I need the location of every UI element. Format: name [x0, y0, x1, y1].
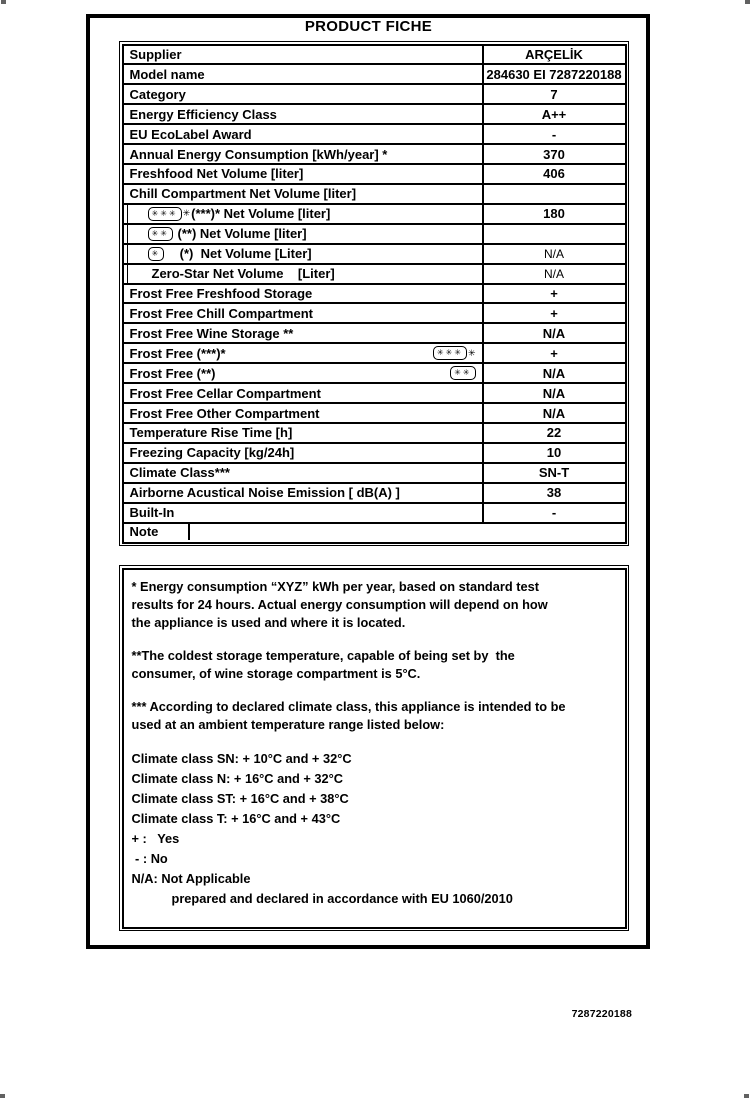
table-row	[124, 205, 625, 225]
footnote-line: - : No	[131, 850, 168, 866]
row-label	[124, 384, 484, 402]
row-label	[124, 225, 484, 243]
table-row	[124, 125, 625, 145]
note-label: Note	[124, 524, 190, 540]
row-label-text: Zero-Star Net Volume [Liter]	[151, 266, 335, 282]
row-value: N/A	[542, 405, 566, 421]
table-row	[124, 185, 625, 205]
row-label-text: Frost Free (**)	[129, 365, 216, 381]
row-label	[124, 145, 484, 163]
table-row	[124, 145, 625, 165]
note-row	[124, 524, 625, 542]
row-value: 22	[546, 425, 562, 441]
footnote-paragraph	[132, 698, 617, 734]
row-label	[124, 324, 484, 342]
freezer-star-rating-icon: ✳✳✳	[148, 207, 182, 221]
row-label-text: (***)* Net Volume [liter]	[191, 206, 331, 222]
row-value: N/A	[543, 266, 564, 281]
row-value: A++	[541, 106, 567, 122]
row-label-text: Energy Efficiency Class	[129, 106, 277, 122]
table-row	[124, 105, 625, 125]
table-row	[124, 444, 625, 464]
table-row	[124, 225, 625, 245]
row-label-text: Category	[129, 86, 186, 102]
corner-mark	[0, 1094, 5, 1098]
row-label	[124, 125, 484, 143]
table-row	[124, 165, 625, 185]
row-label-text: Airborne Acustical Noise Emission [ dB(A) ]	[129, 485, 400, 501]
row-value: -	[551, 126, 557, 142]
table-row	[124, 85, 625, 105]
row-value: N/A	[542, 325, 566, 341]
footnote-line: used at an ambient temperature range listed below:	[131, 716, 445, 732]
row-label-text: Model name	[129, 66, 205, 82]
row-label	[124, 504, 484, 522]
footnote-line: results for 24 hours. Actual energy consumption will depend on how	[131, 596, 548, 612]
freezer-star-rating-icon: ✳	[148, 247, 165, 261]
table-row	[124, 384, 625, 404]
footnote-line: Climate class SN: + 10°C and + 32°C	[131, 750, 352, 766]
row-label-text: (**) Net Volume [liter]	[173, 226, 307, 242]
star-icon: ✳	[467, 347, 476, 358]
footnote-line: *** According to declared climate class, this appliance is intended to be	[131, 698, 566, 714]
row-label	[124, 304, 484, 322]
row-label-text: Frost Free Wine Storage **	[129, 325, 294, 341]
row-label	[124, 285, 484, 303]
footnote-line: + : Yes	[131, 830, 180, 846]
corner-mark	[1, 0, 6, 4]
corner-mark	[745, 0, 750, 4]
footnotes-box	[119, 565, 629, 931]
table-row	[124, 424, 625, 444]
row-label-text: Built-In	[129, 505, 175, 521]
footer-document-code: 7287220188	[571, 1008, 632, 1020]
table-row	[124, 344, 625, 364]
table-row	[124, 65, 625, 85]
row-label-text: Freezing Capacity [kg/24h]	[129, 445, 295, 461]
row-label	[124, 404, 484, 422]
footnote-paragraph	[132, 578, 617, 632]
row-label-text: Temperature Rise Time [h]	[129, 425, 293, 441]
page-title: PRODUCT FICHE	[304, 18, 433, 35]
row-value: N/A	[543, 246, 564, 261]
footnote-line: **The coldest storage temperature, capable of being set by the	[131, 647, 515, 663]
row-label-text: Freshfood Net Volume [liter]	[129, 166, 304, 182]
freezer-star-rating-icon: ✳✳	[450, 366, 476, 380]
footnote-line: Climate class N: + 16°C and + 32°C	[131, 770, 344, 786]
row-label	[124, 85, 484, 103]
row-label	[124, 65, 484, 83]
row-label	[124, 245, 484, 263]
row-value: SN-T	[538, 465, 570, 481]
row-label	[124, 105, 484, 123]
table-row	[124, 464, 625, 484]
row-label-text: EU EcoLabel Award	[129, 126, 252, 142]
row-value	[484, 225, 625, 243]
row-value: -	[551, 505, 557, 521]
table-row	[124, 265, 625, 285]
row-label	[124, 165, 484, 183]
row-label	[124, 464, 484, 482]
table-row	[124, 504, 625, 524]
row-label-text: Supplier	[129, 46, 182, 62]
row-label	[124, 484, 484, 502]
freezer-star-rating-icon: ✳✳✳ ✳	[433, 346, 477, 360]
footnote-line: * Energy consumption “XYZ” kWh per year, based on standard test	[131, 578, 539, 594]
row-label-text: Frost Free Other Compartment	[129, 405, 320, 421]
spec-table	[119, 41, 629, 546]
table-row	[124, 404, 625, 424]
footnotes-content	[124, 570, 625, 909]
row-value: N/A	[542, 385, 566, 401]
row-label	[124, 444, 484, 462]
row-label	[124, 424, 484, 442]
row-value: 284630 EI 7287220188	[486, 66, 622, 82]
footnote-line: Climate class T: + 16°C and + 43°C	[131, 810, 341, 826]
row-value	[484, 185, 625, 203]
row-label-text: Chill Compartment Net Volume [liter]	[129, 186, 357, 202]
row-label	[124, 364, 484, 382]
corner-mark	[744, 1094, 749, 1098]
row-value: 38	[546, 485, 562, 501]
row-label	[124, 344, 484, 362]
row-value: 180	[543, 206, 565, 222]
table-row	[124, 245, 625, 265]
table-row	[124, 285, 625, 305]
star-icon: ✳	[182, 208, 191, 219]
freezer-star-rating-icon: ✳✳	[148, 227, 173, 241]
row-label-text: Climate Class***	[129, 465, 230, 481]
footnote-line: prepared and declared in accordance with EU 1060/2010	[171, 890, 513, 906]
table-row	[124, 46, 625, 66]
table-row	[124, 304, 625, 324]
row-value: 406	[543, 166, 565, 182]
table-row	[124, 364, 625, 384]
row-label	[124, 46, 484, 64]
row-label-text: Frost Free Cellar Compartment	[129, 385, 321, 401]
footnote-line: consumer, of wine storage compartment is 5°C.	[131, 665, 421, 681]
table-row	[124, 324, 625, 344]
spec-table-body	[122, 44, 627, 544]
row-label	[124, 265, 484, 283]
row-value: ARÇELİK	[525, 46, 583, 62]
row-label-text: (*) Net Volume [Liter]	[165, 246, 312, 262]
footnote-line: Climate class ST: + 16°C and + 38°C	[131, 790, 349, 806]
row-value: +	[550, 345, 558, 361]
row-label	[124, 185, 484, 203]
row-label-text: Frost Free (***)*	[129, 345, 226, 361]
row-label	[124, 205, 484, 223]
row-value: 370	[543, 146, 565, 162]
footnote-line: the appliance is used and where it is located.	[131, 614, 406, 630]
row-label-text: Frost Free Freshfood Storage	[129, 286, 313, 302]
row-value: +	[550, 305, 558, 321]
footnote-paragraph	[132, 647, 617, 683]
row-value: +	[550, 286, 558, 302]
row-value: 10	[546, 445, 562, 461]
row-value: N/A	[542, 365, 566, 381]
row-value: 7	[550, 86, 558, 102]
row-label-text: Annual Energy Consumption [kWh/year] *	[129, 146, 388, 162]
table-row	[124, 484, 625, 504]
row-label-text: Frost Free Chill Compartment	[129, 305, 313, 321]
footnote-line: N/A: Not Applicable	[131, 870, 251, 886]
